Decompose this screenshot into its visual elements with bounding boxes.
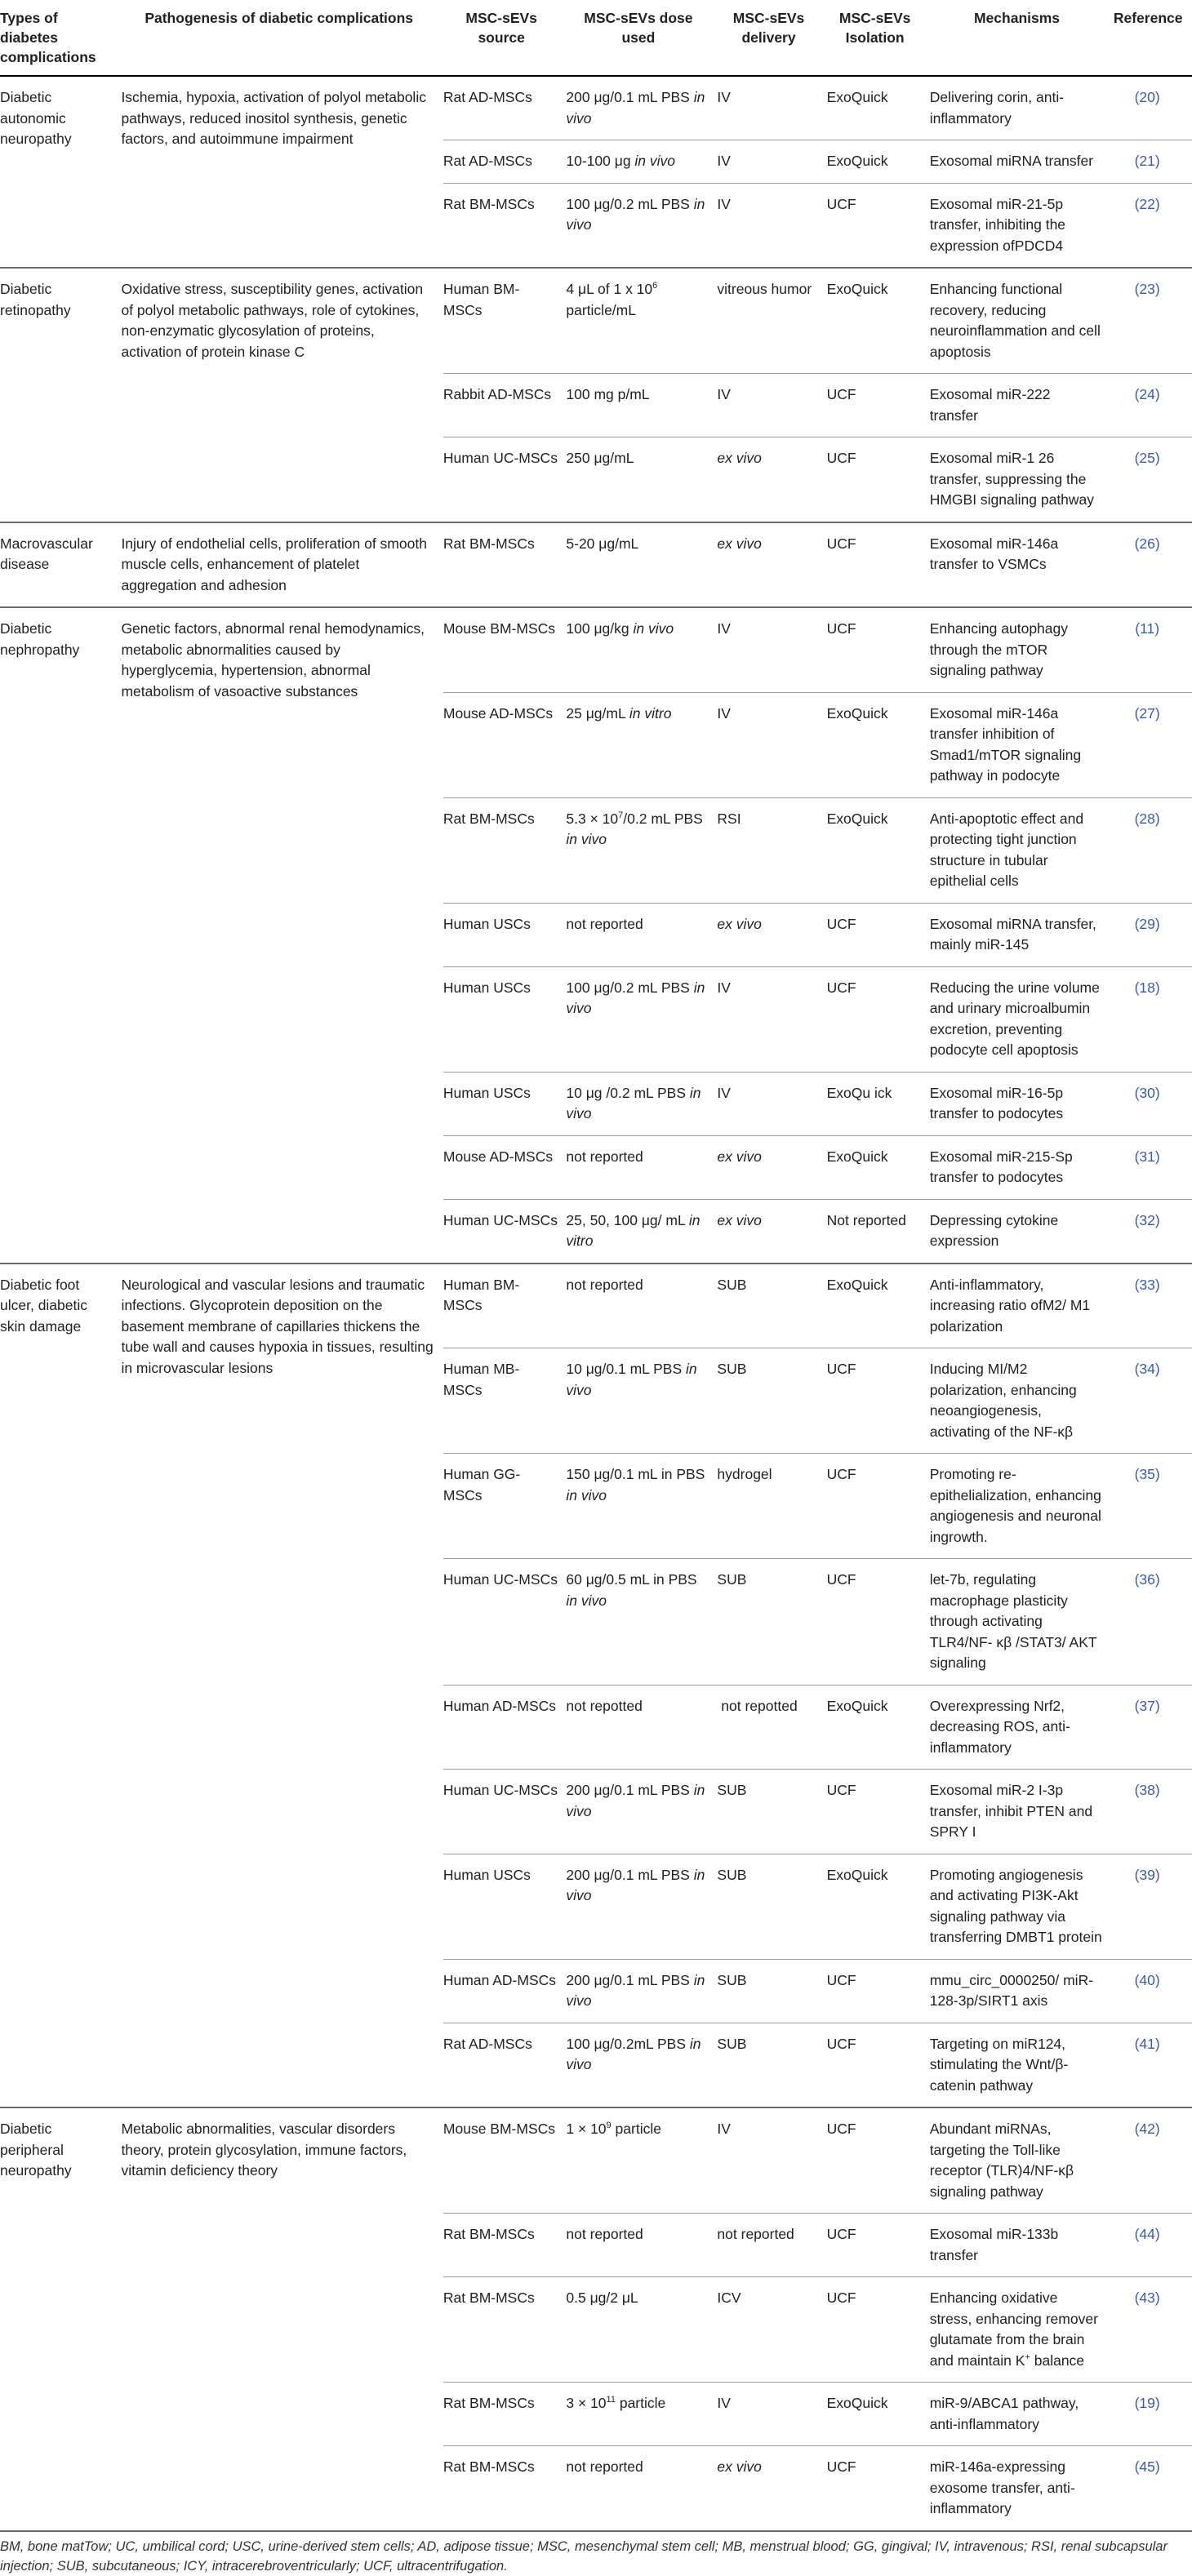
delivery-cell: SUB [717,1770,826,1854]
isolation-cell: ExoQuick [827,140,930,184]
isolation-cell: ExoQuick [827,1854,930,1959]
complication-type: Macrovascular disease [0,522,121,608]
isolation-cell: UCF [827,374,930,437]
reference-cell: (42) [1110,2107,1192,2214]
source-cell: Rat BM-MSCs [443,2277,566,2383]
table-footnote: BM, bone matTow; UC, umbilical cord; USC, urine-derived stem cells; AD, adipose tissue; MSC, mesenchymal stem cell; MB, menstrual blood; GG, gingival; IV, intravenous; RSI, renal subcapsular injection; SUB, subcutaneous; ICY, intracerebroventricularly; UCF, ultracentrifugation. [0,2538,1168,2574]
delivery-cell: IV [717,1072,826,1135]
dose-cell: 100 μg/0.2 mL PBS in vivo [566,966,717,1072]
reference-cell: (41) [1110,2023,1192,2107]
reference-cell: (35) [1110,1454,1192,1559]
delivery-cell: IV [717,966,826,1072]
table-row [0,76,1192,140]
reference-cell: (24) [1110,374,1192,437]
delivery-cell: ex vivo [717,522,826,608]
isolation-cell: ExoQu ick [827,1072,930,1135]
complication-type: Diabetic foot ulcer, diabetic skin damage [0,1264,121,2108]
delivery-cell: SUB [717,1348,826,1454]
delivery-cell: IV [717,140,826,184]
dose-cell: $3 \times 10^{11}$ particle [566,2383,717,2446]
mechanism-cell: Exosomal miR-146a transfer to VSMCs [930,522,1111,608]
isolation-cell: UCF [827,2214,930,2277]
dose-cell: 4 μL of 1 x $10^6$ particle/mL [566,268,717,374]
reference-cell: (19) [1110,2383,1192,2446]
table-row [0,607,1192,692]
dose-cell: not reported [566,2214,717,2277]
mechanism-cell: Inducing MI/M2 polarization, enhancing neoangiogenesis, activating of the NF-κβ [930,1348,1111,1454]
dose-cell: 100 μg/0.2 mL PBS in vivo [566,183,717,268]
pathogenesis-cell: Oxidative stress, susceptibility genes, activation of polyol metabolic pathways, role of cytokines, non-enzymatic glycosylation of proteins, activation of protein kinase C [121,268,443,522]
reference-cell: (33) [1110,1264,1192,1348]
source-cell: Human USCs [443,966,566,1072]
mechanism-cell: Anti-inflammatory, increasing ratio ofM2/ M1 polarization [930,1264,1111,1348]
reference-cell: (21) [1110,140,1192,184]
pathogenesis-cell: Ischemia, hypoxia, activation of polyol metabolic pathways, reduced inositol synthesis, genetic factors, and autoimmune impairment [121,76,443,268]
source-cell: Rat AD-MSCs [443,140,566,184]
header-types: Types of diabetes complications [0,0,121,76]
mechanism-cell: Exosomal miRNA transfer, mainly miR-145 [930,903,1111,966]
mechanism-cell: Anti-apoptotic effect and protecting tight junction structure in tubular epithelial cells [930,797,1111,903]
delivery-cell: ICV [717,2277,826,2383]
complication-type: Diabetic retinopathy [0,268,121,522]
mechanism-cell: Depressing cytokine expression [930,1199,1111,1264]
delivery-cell: vitreous humor [717,268,826,374]
delivery-cell: SUB [717,2023,826,2107]
mechanism-cell: miR-9/ABCA1 pathway, anti-inflammatory [930,2383,1111,2446]
source-cell: Mouse BM-MSCs [443,2107,566,2214]
isolation-cell: ExoQuick [827,76,930,140]
delivery-cell: ex vivo [717,437,826,522]
reference-cell: (22) [1110,183,1192,268]
mechanism-cell: Exosomal miR-21-5p transfer, inhibiting the expression ofPDCD4 [930,183,1111,268]
isolation-cell: ExoQuick [827,692,930,797]
reference-cell: (44) [1110,2214,1192,2277]
pathogenesis-cell: Genetic factors, abnormal renal hemodynamics, metabolic abnormalities caused by hyperglycemia, hypertension, abnormal metabolism of vasoactive substances [121,607,443,1264]
reference-cell: (34) [1110,1348,1192,1454]
delivery-cell: ex vivo [717,2446,826,2531]
isolation-cell: UCF [827,1770,930,1854]
source-cell: Human UC-MSCs [443,1770,566,1854]
header-isolation: MSC-sEVs Isolation [827,0,930,76]
delivery-cell: SUB [717,1854,826,1959]
delivery-cell: IV [717,183,826,268]
isolation-cell: ExoQuick [827,2383,930,2446]
mechanism-cell: Exosomal miR-133b transfer [930,2214,1111,2277]
delivery-cell: not reported [717,2214,826,2277]
header-mechanisms: Mechanisms [930,0,1111,76]
isolation-cell: UCF [827,183,930,268]
source-cell: Human AD-MSCs [443,1959,566,2023]
isolation-cell: UCF [827,1454,930,1559]
mechanism-cell: Enhancing functional recovery, reducing neuroinflammation and cell apoptosis [930,268,1111,374]
dose-cell: 10 μg/0.1 mL PBS in vivo [566,1348,717,1454]
delivery-cell: SUB [717,1264,826,1348]
isolation-cell: UCF [827,903,930,966]
isolation-cell: UCF [827,437,930,522]
isolation-cell: UCF [827,1348,930,1454]
source-cell: Human USCs [443,1072,566,1135]
isolation-cell: UCF [827,2107,930,2214]
isolation-cell: UCF [827,2023,930,2107]
reference-cell: (28) [1110,797,1192,903]
complication-type: Diabetic nephropathy [0,607,121,1264]
dose-cell: not reported [566,1264,717,1348]
source-cell: Human USCs [443,1854,566,1959]
source-cell: Human AD-MSCs [443,1685,566,1770]
isolation-cell: UCF [827,522,930,608]
delivery-cell: IV [717,76,826,140]
source-cell: Mouse AD-MSCs [443,692,566,797]
delivery-cell: IV [717,2107,826,2214]
mechanism-cell: Enhancing oxidative stress, enhancing remover glutamate from the brain and maintain K+ balance [930,2277,1111,2383]
source-cell: Rat AD-MSCs [443,76,566,140]
isolation-cell: UCF [827,607,930,692]
isolation-cell: ExoQuick [827,1685,930,1770]
dose-cell: 100 μg/kg in vivo [566,607,717,692]
delivery-cell: not repotted [717,1685,826,1770]
reference-cell: (39) [1110,1854,1192,1959]
delivery-cell: IV [717,374,826,437]
isolation-cell: Not reported [827,1199,930,1264]
delivery-cell: ex vivo [717,1135,826,1199]
source-cell: Mouse BM-MSCs [443,607,566,692]
isolation-cell: ExoQuick [827,1264,930,1348]
dose-cell: 250 μg/mL [566,437,717,522]
mechanism-cell: Exosomal miR-1 26 transfer, suppressing the HMGBI signaling pathway [930,437,1111,522]
reference-cell: (37) [1110,1685,1192,1770]
mechanism-cell: Exosomal miRNA transfer [930,140,1111,184]
mechanism-cell: Exosomal miR-146a transfer inhibition of Smad1/mTOR signaling pathway in podocyte [930,692,1111,797]
isolation-cell: UCF [827,2277,930,2383]
dose-cell: 200 μg/0.1 mL PBS in vivo [566,1854,717,1959]
delivery-cell: SUB [717,1959,826,2023]
delivery-cell: SUB [717,1559,826,1686]
delivery-cell: IV [717,607,826,692]
source-cell: Human USCs [443,903,566,966]
complication-type: Diabetic peripheral neuropathy [0,2107,121,2531]
source-cell: Human UC-MSCs [443,1559,566,1686]
dose-cell: not reported [566,2446,717,2531]
source-cell: Mouse AD-MSCs [443,1135,566,1199]
header-reference: Reference [1110,0,1192,76]
mechanism-cell: Abundant miRNAs, targeting the Toll-like receptor (TLR)4/NF-κβ signaling pathway [930,2107,1111,2214]
isolation-cell: UCF [827,966,930,1072]
mechanism-cell: Promoting angiogenesis and activating PI3K-Akt signaling pathway via transferring DMBT1 protein [930,1854,1111,1959]
table-row [0,1264,1192,1348]
dose-cell: 200 μg/0.1 mL PBS in vivo [566,1959,717,2023]
source-cell: Rat BM-MSCs [443,2214,566,2277]
source-cell: Human UC-MSCs [443,1199,566,1264]
source-cell: Human BM-MSCs [443,268,566,374]
dose-cell: 150 μg/0.1 mL in PBS in vivo [566,1454,717,1559]
mechanism-cell: Promoting re-epithelialization, enhancing angiogenesis and neuronal ingrowth. [930,1454,1111,1559]
dose-cell: 0.5 μg/2 μL [566,2277,717,2383]
source-cell: Human GG-MSCs [443,1454,566,1559]
reference-cell: (36) [1110,1559,1192,1686]
isolation-cell: UCF [827,1559,930,1686]
dose-cell: 100 μg/0.2mL PBS in vivo [566,2023,717,2107]
reference-cell: (29) [1110,903,1192,966]
dose-cell: 25 μg/mL in vitro [566,692,717,797]
mechanism-cell: Exosomal miR-222 transfer [930,374,1111,437]
dose-cell: 60 μg/0.5 mL in PBS in vivo [566,1559,717,1686]
mechanism-cell: Targeting on miR124, stimulating the Wnt/β-catenin pathway [930,2023,1111,2107]
mechanism-cell: Overexpressing Nrf2, decreasing ROS, anti-inflammatory [930,1685,1111,1770]
delivery-cell: ex vivo [717,903,826,966]
dose-cell: 200 μg/0.1 mL PBS in vivo [566,1770,717,1854]
mechanism-cell: mmu_circ_0000250/ miR-128-3p/SIRT1 axis [930,1959,1111,2023]
delivery-cell: IV [717,2383,826,2446]
isolation-cell: ExoQuick [827,797,930,903]
mechanism-cell: Exosomal miR-16-5p transfer to podocytes [930,1072,1111,1135]
mechanism-cell: let-7b, regulating macrophage plasticity through activating TLR4/NF- κβ /STAT3/ AKT signaling [930,1559,1111,1686]
delivery-cell: IV [717,692,826,797]
reference-cell: (25) [1110,437,1192,522]
dose-cell: 5-20 μg/mL [566,522,717,608]
source-cell: Rat AD-MSCs [443,2023,566,2107]
source-cell: Rabbit AD-MSCs [443,374,566,437]
mechanism-cell: miR-146a-expressing exosome transfer, anti-inflammatory [930,2446,1111,2531]
reference-cell: (27) [1110,692,1192,797]
source-cell: Human MB-MSCs [443,1348,566,1454]
dose-cell: not repotted [566,1685,717,1770]
isolation-cell: ExoQuick [827,1135,930,1199]
source-cell: Rat BM-MSCs [443,2446,566,2531]
header-delivery: MSC-sEVs delivery [717,0,826,76]
reference-cell: (11) [1110,607,1192,692]
dose-cell: not reported [566,1135,717,1199]
source-cell: Rat BM-MSCs [443,797,566,903]
dose-cell: not reported [566,903,717,966]
complication-type: Diabetic autonomic neuropathy [0,76,121,268]
mechanism-cell: Delivering corin, anti-inflammatory [930,76,1111,140]
dose-cell: 10-100 μg in vivo [566,140,717,184]
delivery-cell: ex vivo [717,1199,826,1264]
isolation-cell: UCF [827,2446,930,2531]
dose-cell: 10 μg /0.2 mL PBS in vivo [566,1072,717,1135]
header-source: MSC-sEVs source [443,0,566,76]
source-cell: Rat BM-MSCs [443,2383,566,2446]
mechanism-cell: Enhancing autophagy through the mTOR signaling pathway [930,607,1111,692]
isolation-cell: UCF [827,1959,930,2023]
isolation-cell: ExoQuick [827,268,930,374]
source-cell: Human UC-MSCs [443,437,566,522]
table-row [0,2107,1192,2214]
dose-cell: $5.3 \times 10^7/0.2$ mL PBS in vivo [566,797,717,903]
delivery-cell: RSI [717,797,826,903]
reference-cell: (45) [1110,2446,1192,2531]
reference-cell: (43) [1110,2277,1192,2383]
table-header-row [0,0,1192,76]
delivery-cell: hydrogel [717,1454,826,1559]
reference-cell: (38) [1110,1770,1192,1854]
reference-cell: (20) [1110,76,1192,140]
reference-cell: (32) [1110,1199,1192,1264]
header-pathogenesis: Pathogenesis of diabetic complications [121,0,443,76]
dose-cell: 100 mg p/mL [566,374,717,437]
table-body [0,76,1192,2531]
reference-cell: (18) [1110,966,1192,1072]
table-row [0,522,1192,608]
dose-cell: 200 μg/0.1 mL PBS in vivo [566,76,717,140]
header-dose: MSC-sEVs dose used [566,0,717,76]
reference-cell: (40) [1110,1959,1192,2023]
dose-cell: 25, 50, 100 μg/ mL in vitro [566,1199,717,1264]
mechanism-cell: Exosomal miR-215-Sp transfer to podocytes [930,1135,1111,1199]
dose-cell: $1 \times 10^9$ particle [566,2107,717,2214]
reference-cell: (30) [1110,1072,1192,1135]
mechanism-cell: Exosomal miR-2 I-3p transfer, inhibit PTEN and SPRY I [930,1770,1111,1854]
reference-cell: (26) [1110,522,1192,608]
pathogenesis-cell: Neurological and vascular lesions and traumatic infections. Glycoprotein deposition on the basement membrane of capillaries thickens the tube wall and causes hypoxia in tissues, resulting in microvascular lesions [121,1264,443,2108]
table-row [0,268,1192,374]
mechanism-cell: Reducing the urine volume and urinary microalbumin excretion, preventing podocyte cell apoptosis [930,966,1111,1072]
source-cell: Rat BM-MSCs [443,522,566,608]
source-cell: Human BM-MSCs [443,1264,566,1348]
reference-cell: (31) [1110,1135,1192,1199]
pathogenesis-cell: Injury of endothelial cells, proliferation of smooth muscle cells, enhancement of platelet aggregation and adhesion [121,522,443,608]
pathogenesis-cell: Metabolic abnormalities, vascular disorders theory, protein glycosylation, immune factors, vitamin deficiency theory [121,2107,443,2531]
reference-cell: (23) [1110,268,1192,374]
source-cell: Rat BM-MSCs [443,183,566,268]
